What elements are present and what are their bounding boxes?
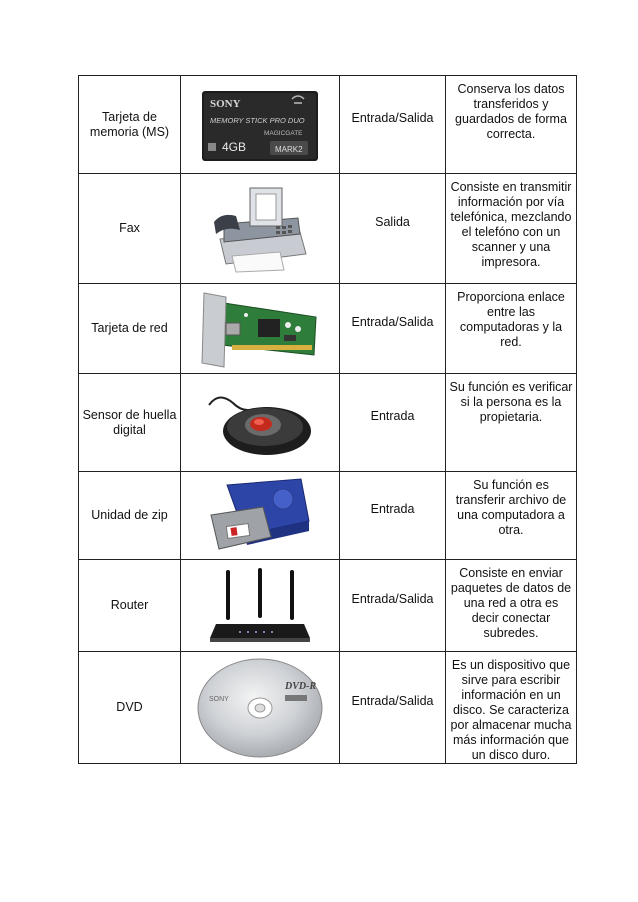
device-image-cell: [181, 284, 340, 374]
device-name: Tarjeta de memoria (MS): [79, 76, 181, 174]
memory-stick-icon: [200, 85, 320, 165]
device-image-cell: [181, 76, 340, 174]
devices-table: [78, 75, 577, 764]
io-type-label: Entrada/Salida: [351, 592, 434, 606]
device-image-cell: [181, 652, 340, 764]
io-type: [340, 560, 446, 652]
table-row: [79, 472, 577, 560]
device-description: Consiste en transmitir información por vía telefónica, mezclando el telefóno con un scanner y una impresora.: [446, 174, 577, 284]
device-name: DVD: [79, 652, 181, 764]
io-type-label: Entrada/Salida: [351, 315, 434, 329]
io-type: [340, 652, 446, 764]
device-description: Proporciona enlace entre las computadoras y la red.: [446, 284, 577, 374]
table-row: [79, 284, 577, 374]
network-card-icon: [198, 289, 323, 369]
io-type-label: Entrada/Salida: [351, 111, 434, 125]
device-description: Su función es transferir archivo de una computadora a otra.: [446, 472, 577, 560]
io-type: [340, 374, 446, 472]
device-name: Sensor de huella digital: [79, 374, 181, 472]
table-row: [79, 374, 577, 472]
disc-format-label: DVD-R: [285, 680, 317, 692]
io-type-label: Salida: [375, 215, 410, 229]
zip-drive-icon: [205, 477, 315, 555]
table-row: [79, 76, 577, 174]
device-description: Es un dispositivo que sirve para escribir información en un disco. Se caracteriza por almacenar mucha más información que un disco duro.: [446, 652, 577, 764]
device-description: Conserva los datos transferidos y guardados de forma correcta.: [446, 76, 577, 174]
fax-machine-icon: [210, 184, 310, 274]
brand-label: SONY: [210, 97, 241, 110]
device-image-cell: [181, 374, 340, 472]
device-name: Tarjeta de red: [79, 284, 181, 374]
io-type: [340, 472, 446, 560]
magicgate-label: MAGICGATE: [264, 129, 303, 137]
device-description: Consiste en enviar paquetes de datos de una red a otra es decir conectar subredes.: [446, 560, 577, 652]
product-label: MEMORY STICK PRO DUO: [210, 115, 305, 125]
dvd-disc-icon: [195, 657, 325, 759]
capacity-label: 4GB: [222, 139, 247, 154]
table-row: [79, 652, 577, 764]
device-name: Fax: [79, 174, 181, 284]
table-row: [79, 174, 577, 284]
io-type-label: Entrada: [370, 409, 415, 423]
mark-label: MARK2: [275, 144, 303, 154]
io-type: [340, 284, 446, 374]
io-type: [340, 174, 446, 284]
disc-brand-label: SONY: [209, 695, 229, 703]
io-type-label: Entrada/Salida: [351, 694, 434, 708]
io-type: [340, 76, 446, 174]
device-image-cell: [181, 472, 340, 560]
fingerprint-sensor-icon: [205, 383, 315, 463]
table-row: [79, 560, 577, 652]
device-description: Su función es verificar si la persona es la propietaria.: [446, 374, 577, 472]
device-image-cell: [181, 174, 340, 284]
device-name: Router: [79, 560, 181, 652]
device-image-cell: [181, 560, 340, 652]
device-name: Unidad de zip: [79, 472, 181, 560]
router-icon: [210, 566, 310, 646]
io-type-label: Entrada: [370, 502, 415, 516]
